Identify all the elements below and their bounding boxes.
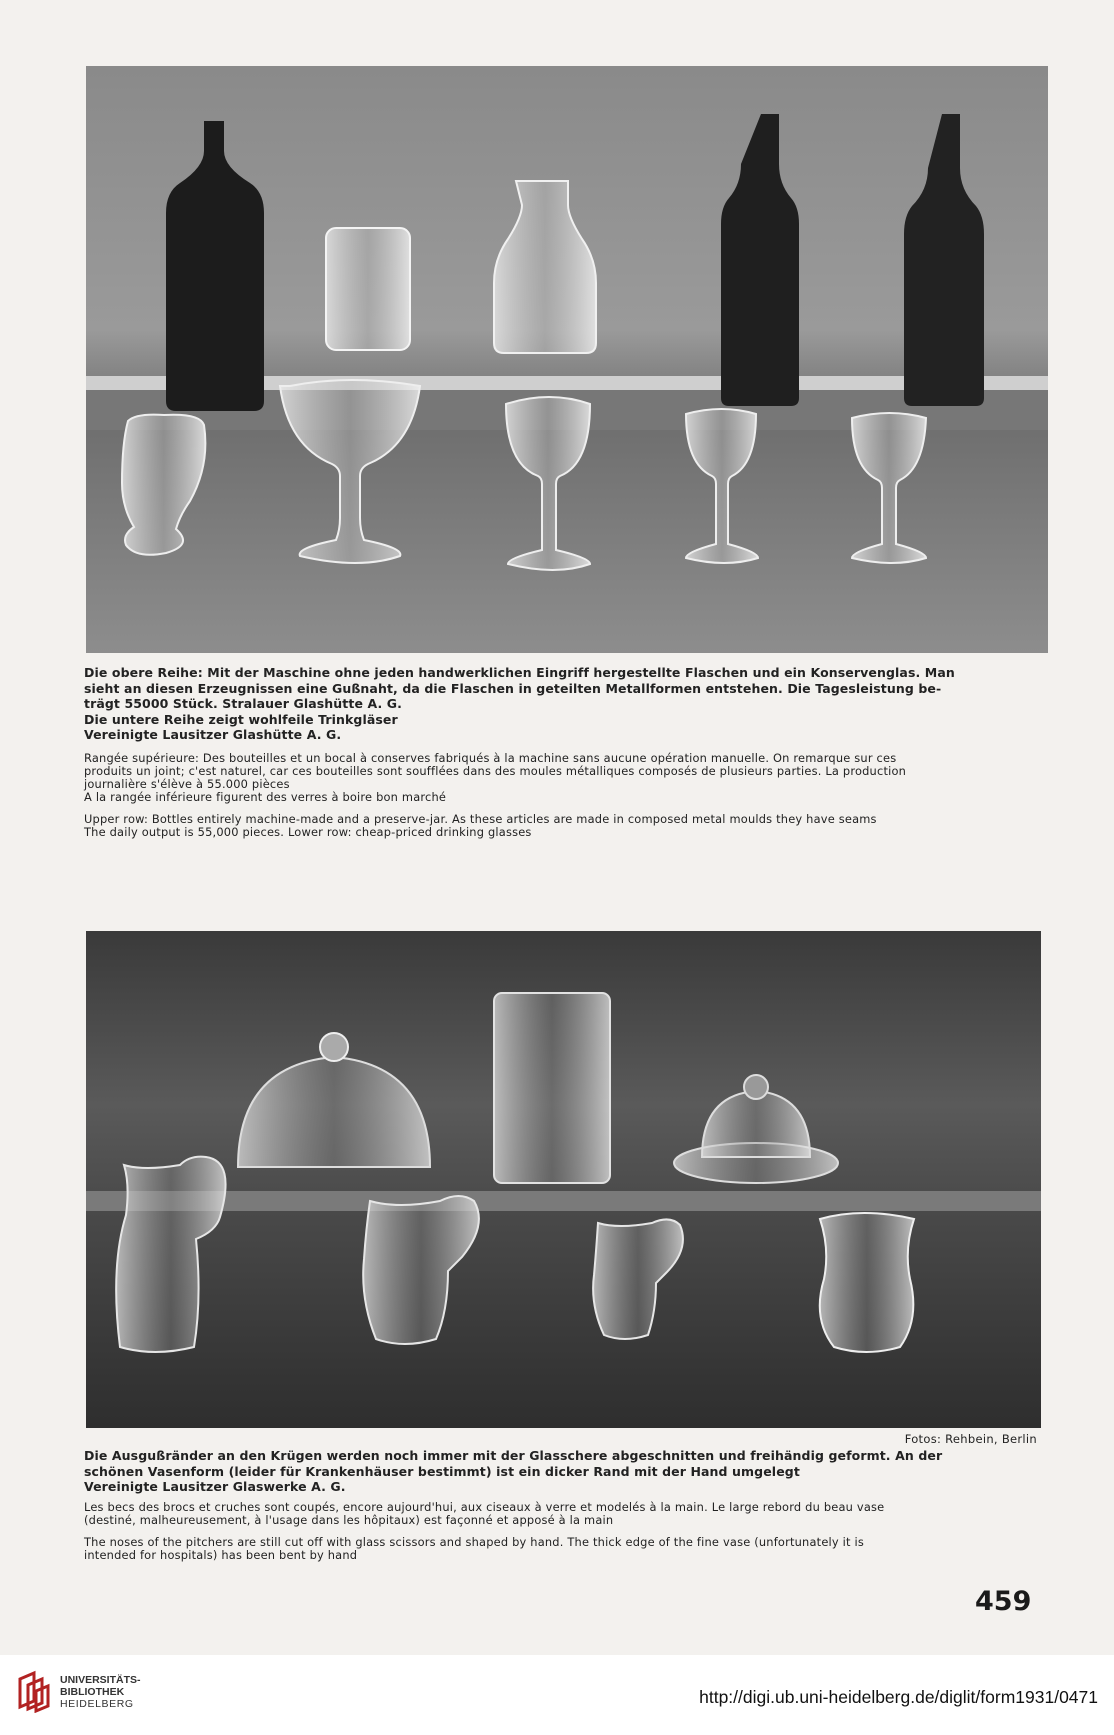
caption-bottom-de xyxy=(84,1448,1046,1495)
caption-line: produits un joint; c'est naturel, car ces bouteilles sont soufflées dans des moules métalliques composés de plusieurs parties. La production xyxy=(84,763,907,778)
caption-line: intended for hospitals) has been bent by hand xyxy=(84,1547,358,1562)
caption-line: Upper row: Bottles entirely machine-made and a preserve-jar. As these articles are made in composed metal moulds they have seams xyxy=(84,811,877,826)
caption-top-fr xyxy=(84,752,1046,804)
caption-top-de xyxy=(84,665,1046,743)
caption-bottom xyxy=(84,1448,1046,1562)
logo-line: UNIVERSITÄTS- xyxy=(60,1674,141,1686)
caption-line: trägt 55000 Stück. Stralauer Glashütte A. G. xyxy=(84,696,402,711)
logo-line: HEIDELBERG xyxy=(60,1698,134,1710)
caption-line: Vereinigte Lausitzer Glashütte A. G. xyxy=(84,727,342,742)
source-url-link[interactable]: http://digi.ub.uni-heidelberg.de/diglit/form1931/0471 xyxy=(699,1687,1098,1707)
caption-line: Die Ausgußränder an den Krügen werden noch immer mit der Glasschere abgeschnitten und freihändig geformt. An der xyxy=(84,1448,943,1463)
page-number: 459 xyxy=(975,1586,1032,1617)
photo-pitchers-and-vase xyxy=(86,931,1041,1428)
caption-bottom-en xyxy=(84,1536,1046,1562)
library-logo-text xyxy=(60,1674,141,1710)
library-logo[interactable] xyxy=(14,1669,224,1725)
caption-top xyxy=(84,665,1046,839)
photo-credit: Fotos: Rehbein, Berlin xyxy=(904,1432,1037,1446)
caption-line: Vereinigte Lausitzer Glaswerke A. G. xyxy=(84,1479,346,1494)
logo-line: BIBLIOTHEK xyxy=(60,1686,125,1698)
caption-line: sieht an diesen Erzeugnissen eine Gußnaht, da die Flaschen in geteilten Metallformen entstehen. Die Tagesleistung be- xyxy=(84,680,942,696)
library-logo-icon xyxy=(14,1669,54,1713)
library-footer xyxy=(0,1655,1114,1735)
photo-bottles-and-glasses xyxy=(86,66,1048,653)
caption-line: The noses of the pitchers are still cut off with glass scissors and shaped by hand. The thick edge of the fine vase (unfortunately it is xyxy=(84,1534,865,1549)
caption-line: The daily output is 55,000 pieces. Lower row: cheap-priced drinking glasses xyxy=(84,824,532,839)
caption-line: Les becs des brocs et cruches sont coupés, encore aujourd'hui, aux ciseaux à verre et modelés à la main. Le large rebord du beau vase xyxy=(84,1499,885,1514)
caption-line: Die obere Reihe: Mit der Maschine ohne jeden handwerklichen Eingriff hergestellte Flaschen und ein Konservenglas. Man xyxy=(84,665,955,680)
caption-line: Die untere Reihe zeigt wohlfeile Trinkgläser xyxy=(84,711,398,727)
caption-line: (destiné, malheureusement, à l'usage dans les hôpitaux) est façonné et apposé à la main xyxy=(84,1512,614,1527)
caption-line: Rangée supérieure: Des bouteilles et un bocal à conserves fabriqués à la machine sans aucune opération manuelle. On remarque sur ces xyxy=(84,750,897,765)
caption-line: schönen Vasenform (leider für Krankenhäuser bestimmt) ist ein dicker Rand mit der Hand umgelegt xyxy=(84,1463,800,1479)
caption-line: A la rangée inférieure figurent des verres à boire bon marché xyxy=(84,789,447,804)
caption-line: journalière s'élève à 55.000 pièces xyxy=(84,776,290,791)
caption-top-en xyxy=(84,813,1046,839)
caption-bottom-fr xyxy=(84,1501,1046,1527)
